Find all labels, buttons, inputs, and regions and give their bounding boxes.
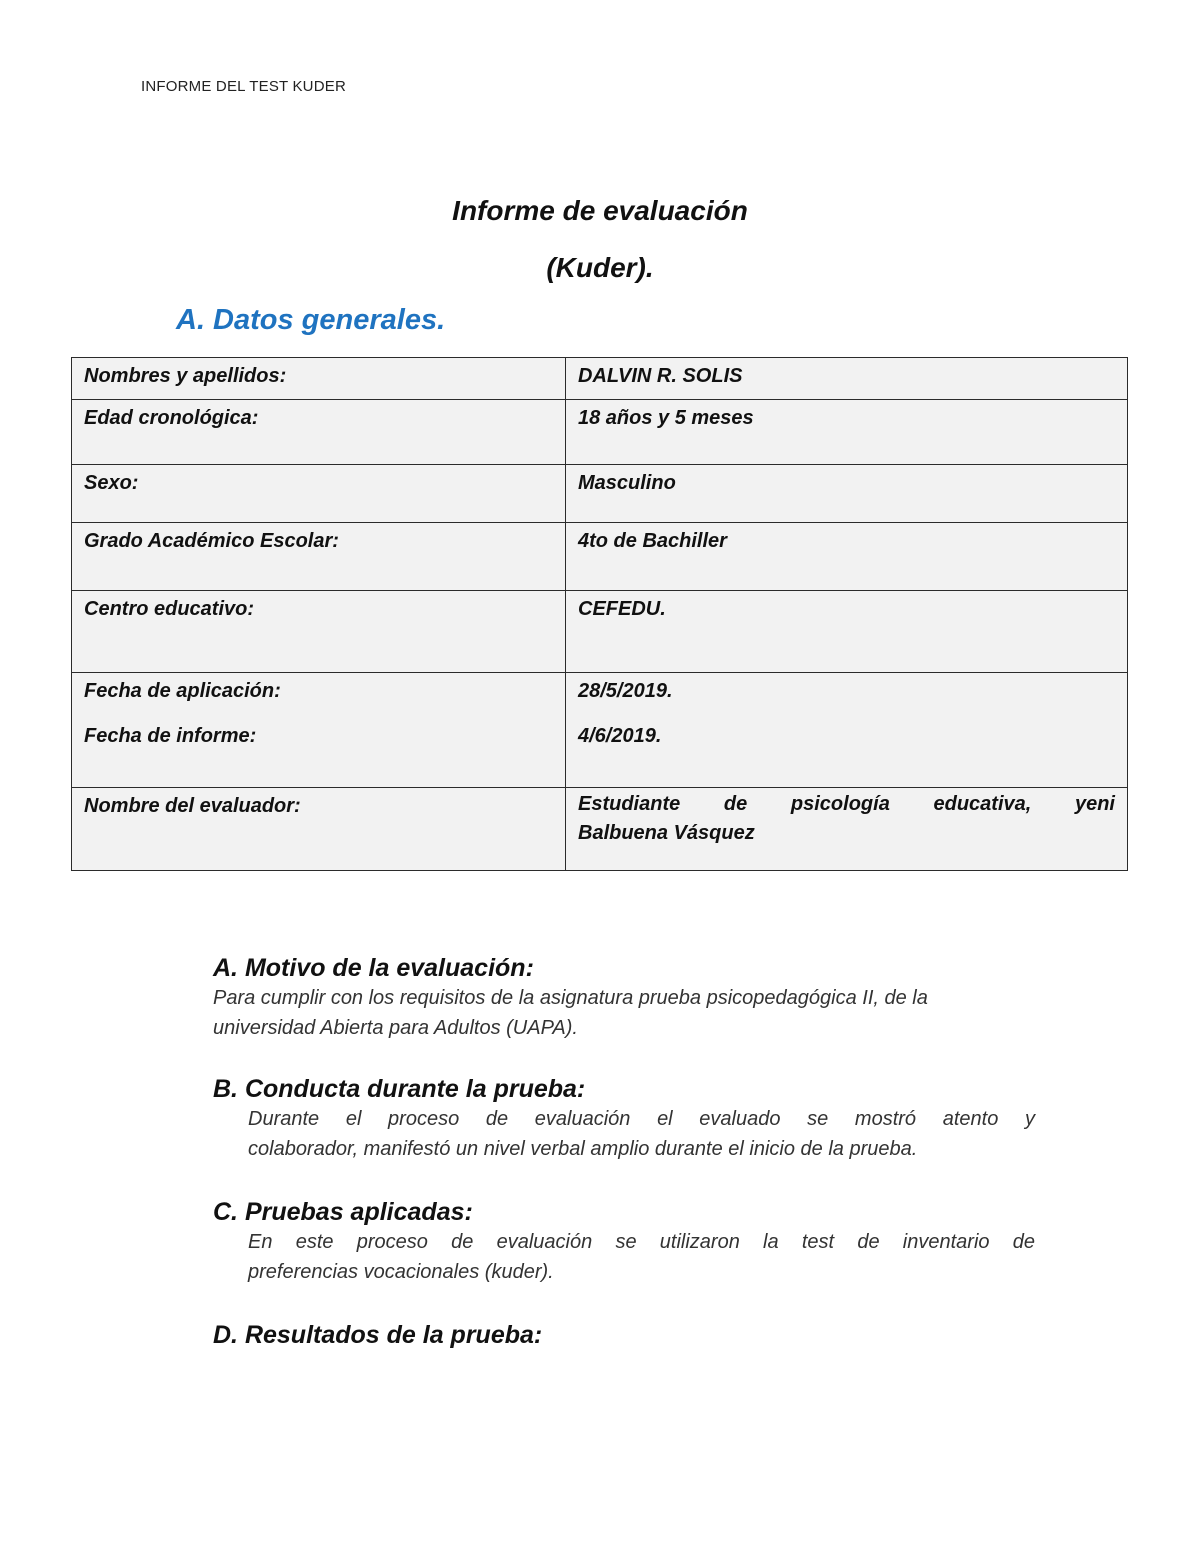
row-value: 18 años y 5 meses (566, 400, 1128, 465)
datos-generales-table (71, 357, 1128, 871)
pruebas-section (213, 1197, 1063, 1287)
evaluador-line-2: Balbuena Vásquez (578, 822, 755, 844)
conducta-heading: B. Conducta durante la prueba: (213, 1075, 586, 1103)
datos-generales-heading: A. Datos generales. (176, 304, 446, 336)
row-label: Nombre del evaluador: (72, 788, 566, 871)
running-header: INFORME DEL TEST KUDER (141, 78, 346, 95)
motivo-line-1: Para cumplir con los requisitos de la asignatura prueba psicopedagógica II, de la (213, 987, 928, 1009)
pruebas-line-2: preferencias vocacionales (kuder). (248, 1261, 554, 1283)
motivo-heading: A. Motivo de la evaluación: (213, 954, 534, 982)
row-value: 4to de Bachiller (566, 523, 1128, 591)
row-label: Grado Académico Escolar: (72, 523, 566, 591)
table-row (72, 788, 1128, 871)
row-value: DALVIN R. SOLIS (566, 358, 1128, 400)
row-label: Centro educativo: (72, 591, 566, 673)
evaluador-line-1: Estudiante de psicología educativa, yeni (578, 793, 1115, 815)
fecha-aplicacion-value: 28/5/2019. (578, 680, 673, 702)
row-value-evaluador (566, 788, 1128, 871)
row-label: Sexo: (72, 465, 566, 523)
conducta-line-2: colaborador, manifestó un nivel verbal amplio durante el inicio de la prueba. (248, 1138, 918, 1160)
pruebas-heading: C. Pruebas aplicadas: (213, 1198, 473, 1226)
motivo-body (213, 983, 1063, 1043)
table-row (72, 523, 1128, 591)
fecha-aplicacion-label: Fecha de aplicación: (84, 680, 281, 702)
motivo-line-2: universidad Abierta para Adultos (UAPA). (213, 1017, 578, 1039)
conducta-section (213, 1074, 1063, 1164)
row-value: CEFEDU. (566, 591, 1128, 673)
pruebas-line-1: En este proceso de evaluación se utilizaron la test de inventario de (248, 1231, 1035, 1253)
table-row (72, 591, 1128, 673)
row-label: Nombres y apellidos: (72, 358, 566, 400)
fecha-informe-label: Fecha de informe: (84, 725, 257, 747)
table-row (72, 358, 1128, 400)
resultados-section (213, 1320, 1063, 1350)
conducta-line-1: Durante el proceso de evaluación el evaluado se mostró atento y (248, 1108, 1035, 1130)
report-title: Informe de evaluación (452, 195, 748, 226)
table-row (72, 400, 1128, 465)
row-value-fechas (566, 673, 1128, 788)
row-label-fechas (72, 673, 566, 788)
table-row (72, 465, 1128, 523)
resultados-heading: D. Resultados de la prueba: (213, 1321, 543, 1349)
fecha-informe-value: 4/6/2019. (578, 725, 662, 747)
table-row (72, 673, 1128, 788)
motivo-section (213, 953, 1063, 1043)
row-label: Edad cronológica: (72, 400, 566, 465)
row-value: Masculino (566, 465, 1128, 523)
pruebas-body (248, 1227, 1035, 1287)
conducta-body (248, 1104, 1035, 1164)
report-subtitle: (Kuder). (546, 252, 654, 283)
